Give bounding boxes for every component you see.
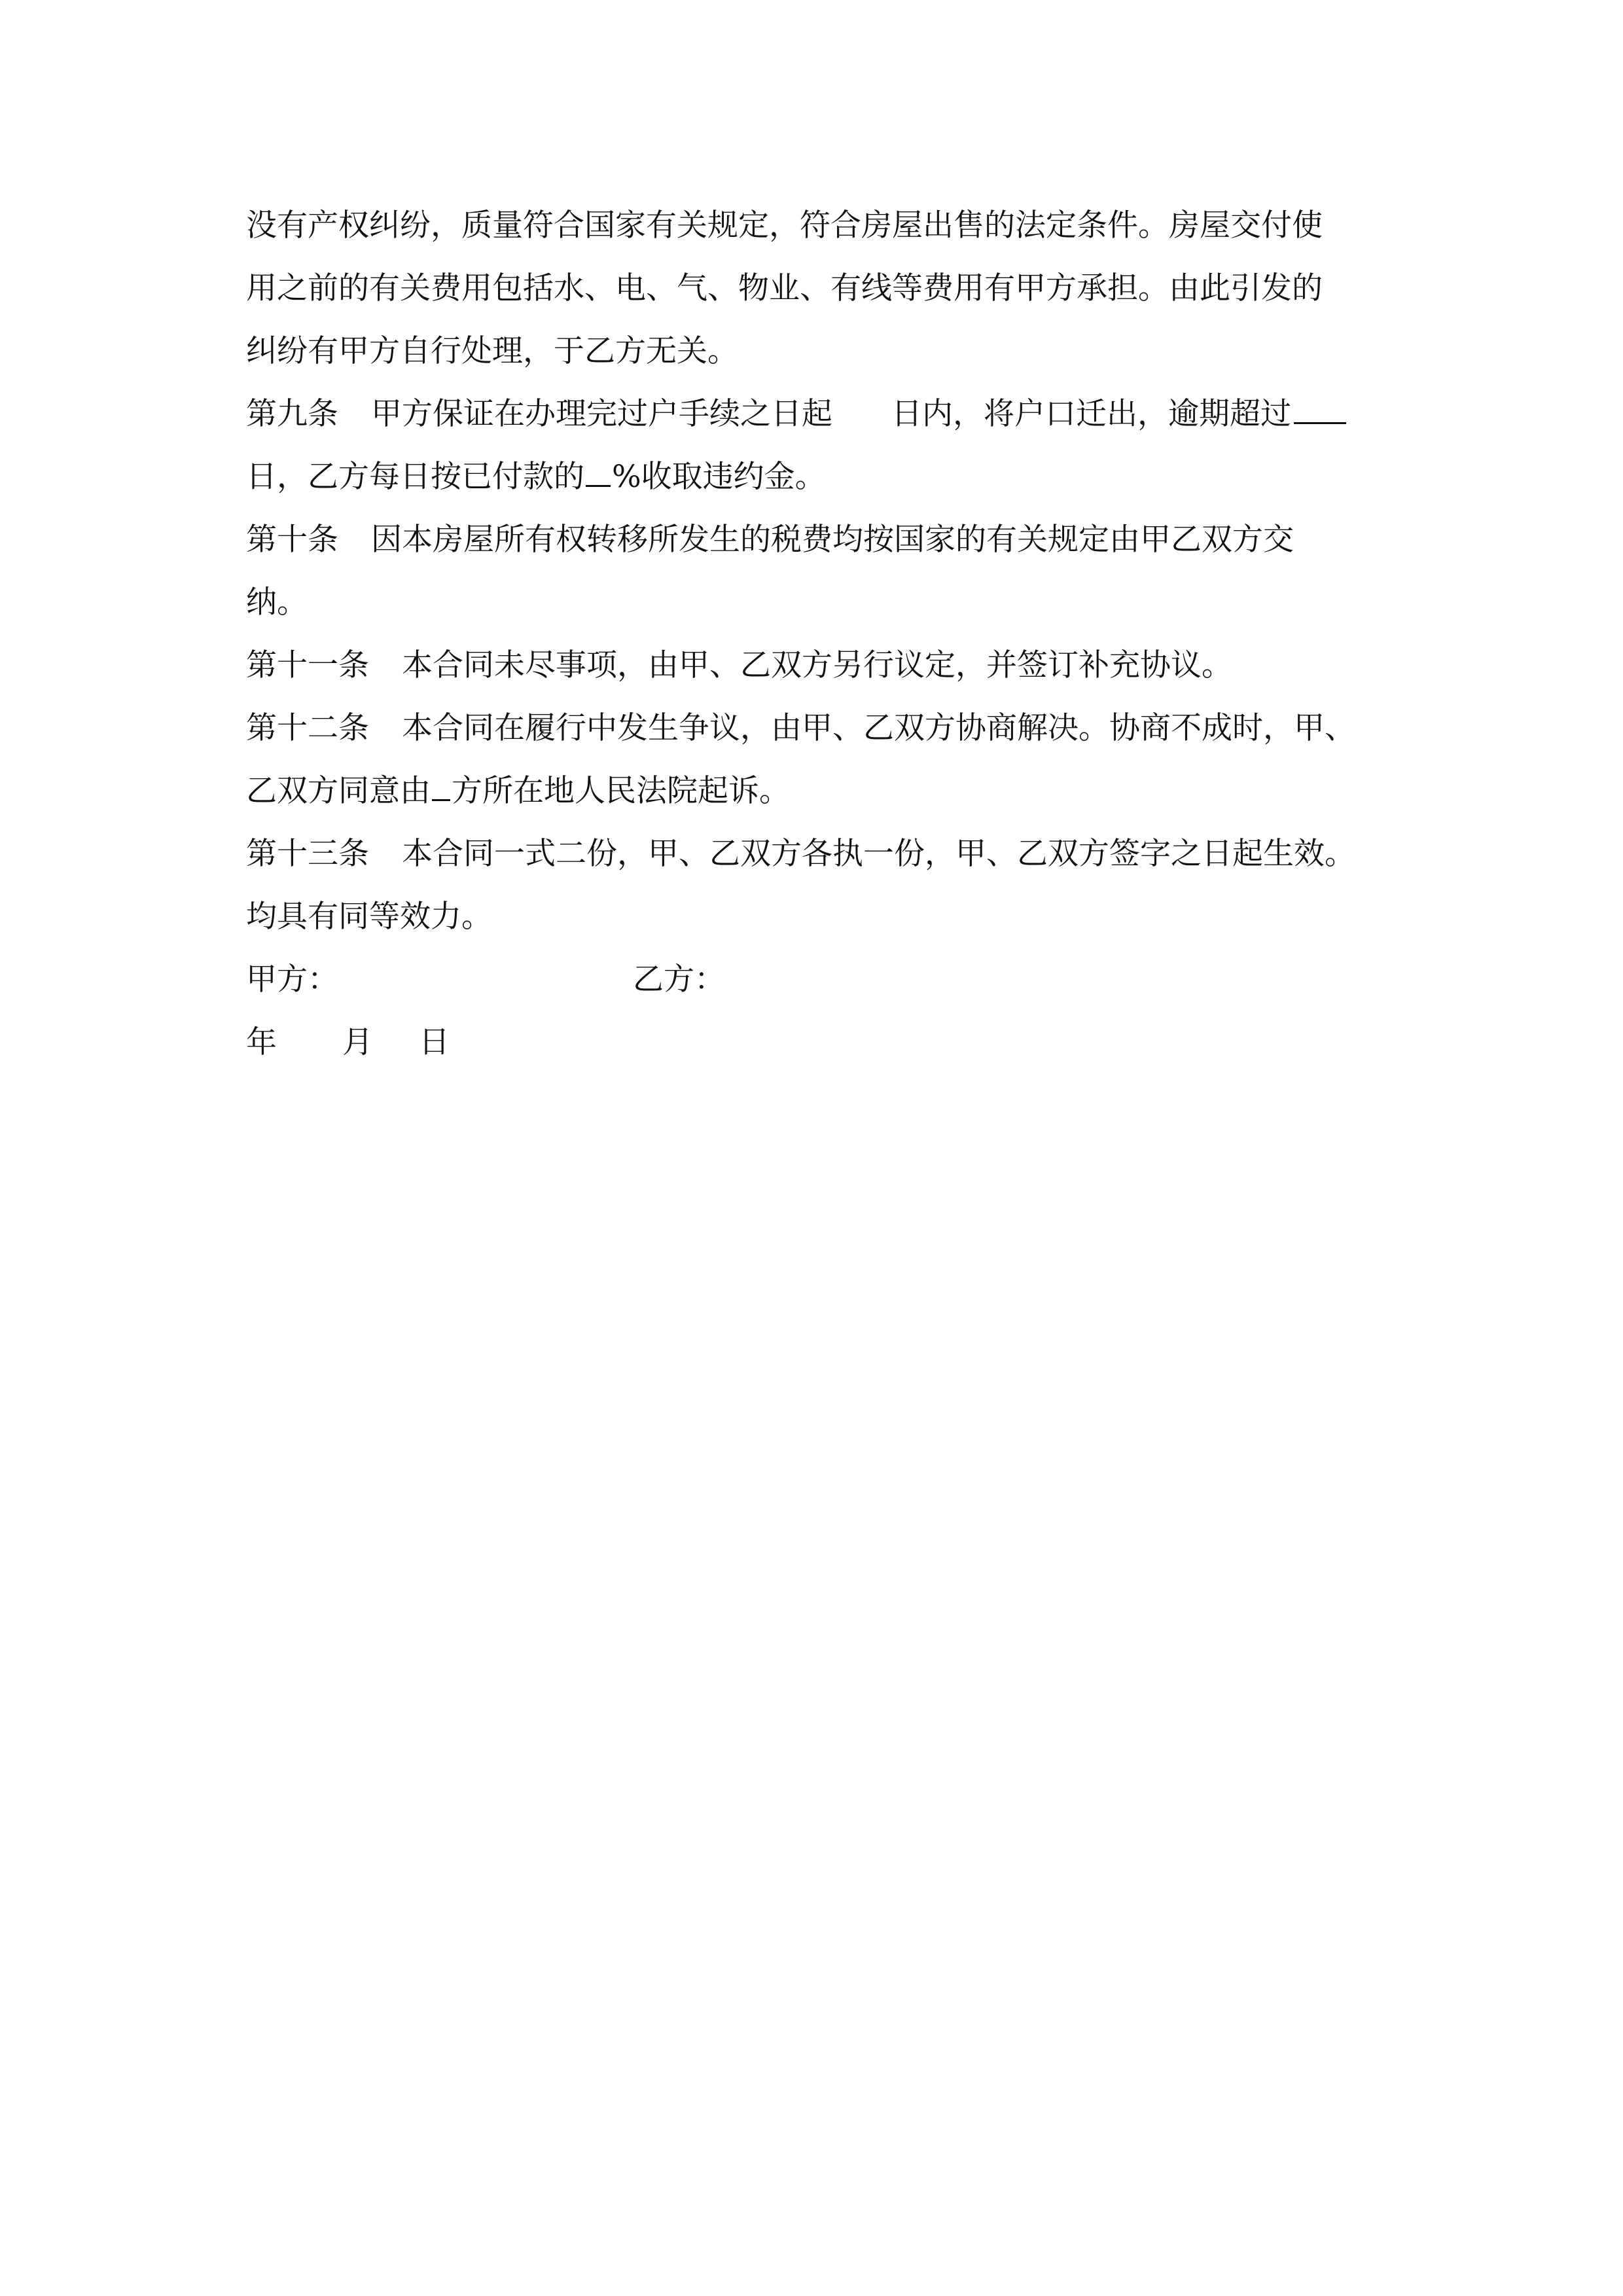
article-9-cont-a: 日，乙方每日按已付款的 (246, 459, 584, 495)
article-13 (246, 831, 1385, 894)
article-12-cont-a: 乙双方同意由 (246, 773, 431, 809)
party-b-label: 乙方： (633, 961, 725, 997)
article-12-cont (246, 768, 1385, 831)
line-text: 没有产权纠纷，质量符合国家有关规定，符合房屋出售的法定条件。房屋交付使 (246, 207, 1323, 243)
article-12-text: 本合同在履行中发生争议，由甲、乙双方协商解决。协商不成时，甲、 (402, 710, 1355, 746)
party-a-label: 甲方： (246, 961, 338, 997)
line-text: 纠纷有甲方自行处理，于乙方无关。 (246, 333, 738, 369)
article-12-label: 第十二条 (246, 710, 369, 746)
article-12-cont-b: 方所在地人民法院起诉。 (452, 773, 790, 809)
article-9 (246, 391, 1385, 454)
article-10 (246, 517, 1385, 580)
article-9-label: 第九条 (246, 396, 338, 432)
fill-blank-days (1294, 392, 1346, 424)
article-10-cont-text: 纳。 (246, 584, 308, 620)
date-day: 日 (419, 1024, 450, 1060)
date-month: 月 (342, 1024, 373, 1060)
article-9-text-a: 甲方保证在办理完过户手续之日起 (371, 396, 832, 432)
article-10-label: 第十条 (246, 522, 338, 558)
fill-blank-party (432, 769, 450, 801)
paragraph-line (246, 329, 1385, 391)
article-13-text: 本合同一式二份，甲、乙双方各执一份，甲、乙双方签字之日起生效。 (402, 836, 1355, 872)
article-13-label: 第十三条 (246, 836, 369, 872)
article-9-cont (246, 454, 1385, 517)
fill-blank-percent (586, 455, 611, 487)
article-11-text: 本合同未尽事项，由甲、乙双方另行议定，并签订补充协议。 (402, 647, 1232, 683)
article-11 (246, 643, 1385, 706)
article-13-cont (246, 894, 1385, 957)
article-9-text-b: 日内，将户口迁出，逾期超过 (891, 396, 1291, 432)
paragraph-line (246, 266, 1385, 329)
article-10-text: 因本房屋所有权转移所发生的税费均按国家的有关规定由甲乙双方交 (371, 522, 1294, 558)
article-12 (246, 706, 1385, 768)
contract-body (246, 203, 1385, 1083)
article-10-cont (246, 580, 1385, 643)
paragraph-line (246, 203, 1385, 266)
article-9-cont-b: %收取违约金。 (612, 459, 826, 495)
line-text: 用之前的有关费用包括水、电、气、物业、有线等费用有甲方承担。由此引发的 (246, 270, 1323, 306)
date-line (246, 1020, 1385, 1083)
article-11-label: 第十一条 (246, 647, 369, 683)
date-year: 年 (246, 1024, 277, 1060)
signature-line (246, 957, 1385, 1020)
article-13-cont-text: 均具有同等效力。 (246, 899, 492, 935)
